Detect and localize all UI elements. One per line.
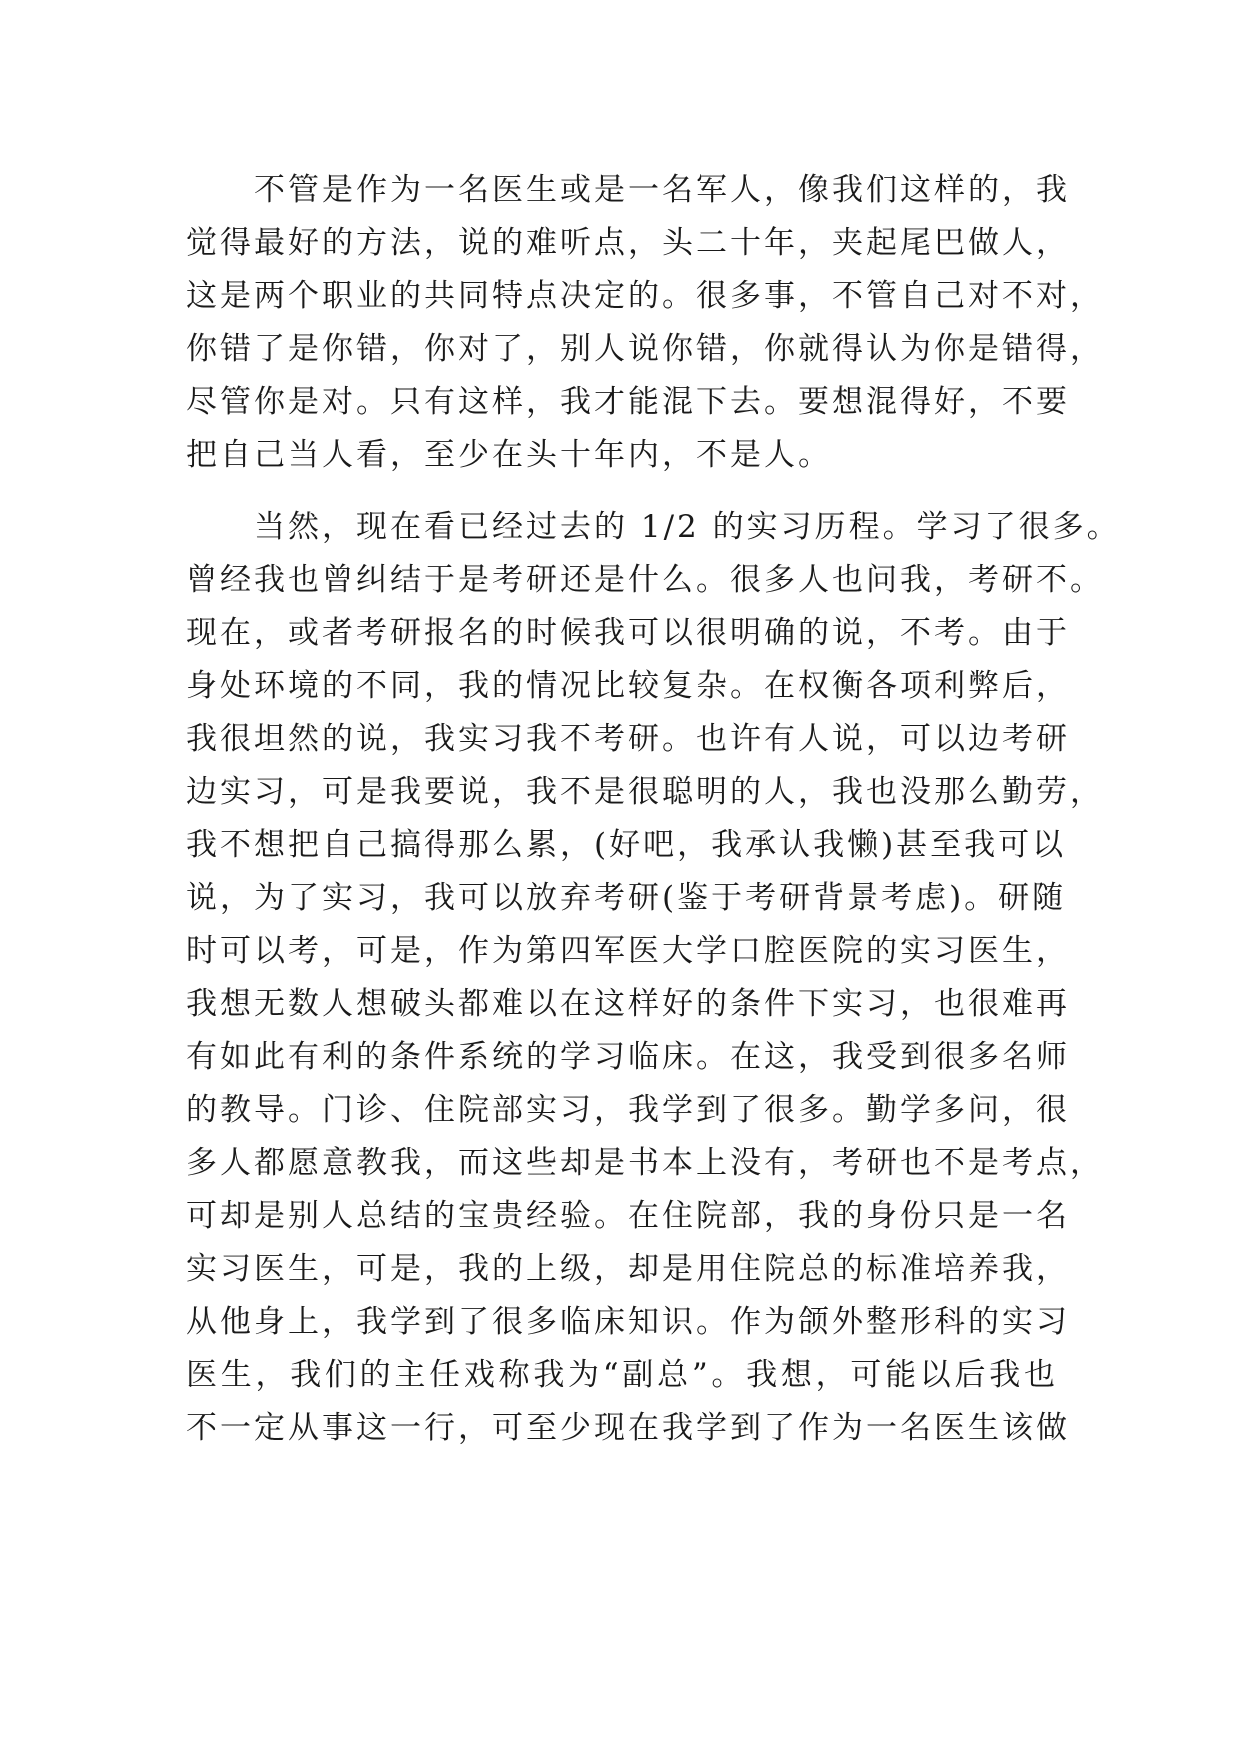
text-line: 这是两个职业的共同特点决定的。很多事，不管自己对不对， [186, 278, 1104, 314]
paragraph [186, 501, 1121, 1455]
text-line: 你错了是你错，你对了，别人说你错，你就得认为你是错得， [186, 331, 1104, 367]
text-line: 我很坦然的说，我实习我不考研。也许有人说，可以边考研 [186, 721, 1070, 757]
text-line: 可却是别人总结的宝贵经验。在住院部，我的身份只是一名 [186, 1198, 1070, 1234]
paragraph-gap [186, 482, 1058, 501]
text-line: 不管是作为一名医生或是一名军人，像我们这样的，我 [186, 172, 1070, 208]
text-line: 医生，我们的主任戏称我为“副总”。我想，可能以后我也 [186, 1357, 1058, 1393]
text-line: 多人都愿意教我，而这些却是书本上没有，考研也不是考点， [186, 1145, 1104, 1181]
paragraph [186, 164, 1104, 482]
text-line: 实习医生，可是，我的上级，却是用住院总的标准培养我， [186, 1251, 1070, 1287]
text-line: 说，为了实习，我可以放弃考研(鉴于考研背景考虑)。研随 [186, 880, 1067, 916]
text-line: 身处环境的不同，我的情况比较复杂。在权衡各项利弊后， [186, 668, 1070, 704]
text-line: 尽管你是对。只有这样，我才能混下去。要想混得好，不要 [186, 384, 1070, 420]
text-line: 把自己当人看，至少在头十年内，不是人。 [186, 437, 832, 473]
document-body [186, 164, 1121, 1455]
text-line: 时可以考，可是，作为第四军医大学口腔医院的实习医生， [186, 933, 1070, 969]
text-line: 从他身上，我学到了很多临床知识。作为颌外整形科的实习 [186, 1304, 1070, 1340]
text-line: 不一定从事这一行，可至少现在我学到了作为一名医生该做 [186, 1410, 1070, 1446]
text-line: 边实习，可是我要说，我不是很聪明的人，我也没那么勤劳， [186, 774, 1104, 810]
text-line: 我不想把自己搞得那么累，(好吧，我承认我懒)甚至我可以 [186, 827, 1067, 863]
text-line: 的教导。门诊、住院部实习，我学到了很多。勤学多问，很 [186, 1092, 1070, 1128]
text-line: 曾经我也曾纠结于是考研还是什么。很多人也问我，考研不。 [186, 562, 1104, 598]
text-line: 有如此有利的条件系统的学习临床。在这，我受到很多名师 [186, 1039, 1070, 1075]
text-line: 现在，或者考研报名的时候我可以很明确的说，不考。由于 [186, 615, 1070, 651]
text-line: 觉得最好的方法，说的难听点，头二十年，夹起尾巴做人， [186, 225, 1070, 261]
text-line: 当然，现在看已经过去的 1/2 的实习历程。学习了很多。 [186, 509, 1121, 545]
text-line: 我想无数人想破头都难以在这样好的条件下实习，也很难再 [186, 986, 1070, 1022]
